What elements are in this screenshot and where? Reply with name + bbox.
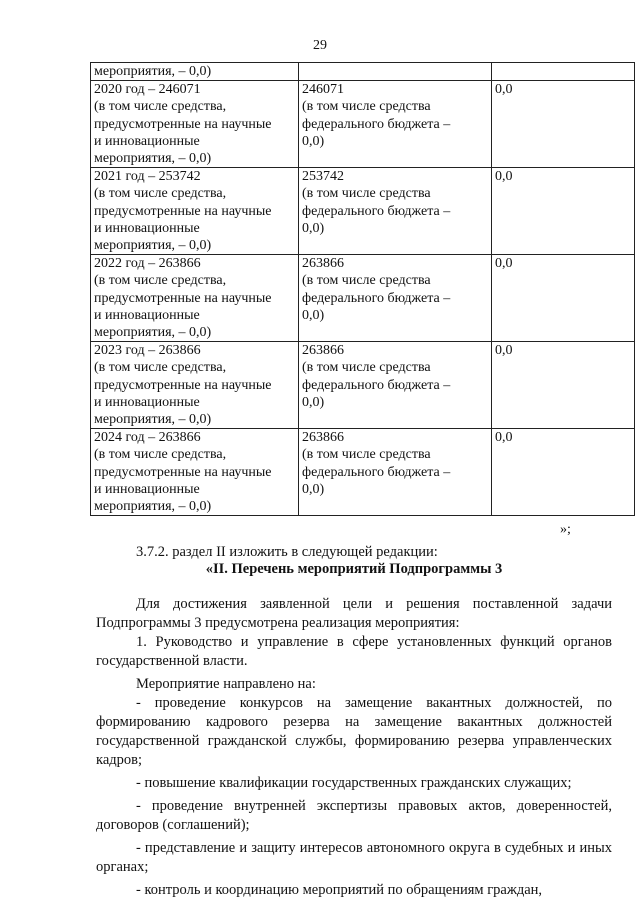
paragraph-measure-1: 1. Руководство и управление в сфере установленных функций органов государственной власти. [96,634,612,669]
cell-line: 0,0) [302,220,325,236]
cell-line: 2021 год – 253742 [94,169,201,185]
table-cell-col2 [299,342,492,429]
table-row [91,63,635,81]
cell-line: федерального бюджета – [302,377,451,393]
cell-line: 263866 [302,256,344,272]
body-text [96,591,612,900]
cell-line: 263866 [302,343,344,359]
paragraph-item-competitions: - проведение конкурсов на замещение вакантных должностей, по формированию кадрового резерва на замещение вакантных должностей государственной гражданской службы, формированию резерва управленческих кадров; [96,695,612,768]
table-cell-col3 [492,168,635,255]
table-cell-col2 [299,63,492,81]
cell-line: мероприятия, – 0,0) [94,325,212,341]
table-cell-col2 [299,429,492,516]
table-cell-col3 [492,81,635,168]
cell-line: и инновационные [94,307,200,323]
table-cell-col3 [492,342,635,429]
budget-table-body [91,63,635,516]
page-number: 29 [313,38,327,53]
table-cell-col2 [299,81,492,168]
cell-line: мероприятия, – 0,0) [94,238,212,254]
table-cell-col1 [91,255,299,342]
cell-line: 0,0 [495,256,513,272]
table-cell-col3 [492,63,635,81]
cell-line: (в том числе средства, [94,447,227,463]
cell-line: и инновационные [94,133,200,149]
cell-line: предусмотренные на научные [94,116,272,132]
cell-line: (в том числе средства [302,360,431,376]
cell-line: 0,0 [495,82,513,98]
paragraph-intro: Для достижения заявленной цели и решения поставленной задачи Подпрограммы 3 предусмотрена реализация мероприятия: [96,596,612,631]
cell-line: федерального бюджета – [302,464,451,480]
table-row [91,429,635,516]
cell-line: мероприятия, – 0,0) [94,151,212,167]
table-row [91,81,635,168]
cell-line: 0,0) [302,133,325,149]
cell-line: (в том числе средства, [94,360,227,376]
table-cell-col3 [492,429,635,516]
cell-line: 2020 год – 246071 [94,82,201,98]
table-cell-col2 [299,168,492,255]
cell-line: 0,0) [302,307,325,323]
cell-line: (в том числе средства, [94,186,227,202]
cell-line: предусмотренные на научные [94,464,272,480]
cell-line: федерального бюджета – [302,290,451,306]
table-row [91,168,635,255]
table-cell-col1 [91,342,299,429]
table-cell-col1 [91,429,299,516]
cell-line: (в том числе средства, [94,99,227,115]
cell-line: 0,0 [495,430,513,446]
table-cell-col1 [91,168,299,255]
cell-line: и инновационные [94,220,200,236]
cell-line: и инновационные [94,481,200,497]
cell-line: 0,0 [495,169,513,185]
cell-line: предусмотренные на научные [94,377,272,393]
table-cell-col1 [91,81,299,168]
cell-line: 0,0 [495,343,513,359]
cell-line: (в том числе средства [302,273,431,289]
section-heading: «II. Перечень мероприятий Подпрограммы 3 [205,561,503,577]
cell-line: 263866 [302,430,344,446]
cell-line: (в том числе средства, [94,273,227,289]
cell-line: (в том числе средства [302,447,431,463]
subsection-line: 3.7.2. раздел II изложить в следующей редакции: [136,544,438,560]
closing-quote: »; [560,522,571,537]
paragraph-item-representation: - представление и защиту интересов автономного округа в судебных и иных органах; [96,840,612,875]
cell-line: 253742 [302,169,344,185]
cell-line: 2024 год – 263866 [94,430,201,446]
cell-line: 2022 год – 263866 [94,256,201,272]
table-cell-col3 [492,255,635,342]
cell-line: 2023 год – 263866 [94,343,201,359]
cell-line: (в том числе средства [302,186,431,202]
table-cell-col1 [91,63,299,81]
cell-line: предусмотренные на научные [94,203,272,219]
paragraph-item-qualification: - повышение квалификации государственных гражданских служащих; [136,775,572,791]
cell-line: 0,0) [302,394,325,410]
cell-line: федерального бюджета – [302,203,451,219]
cell-line: 246071 [302,82,344,98]
paragraph-item-expertise: - проведение внутренней экспертизы правовых актов, доверенностей, договоров (соглашений); [96,798,612,833]
table-row [91,342,635,429]
cell-line: федерального бюджета – [302,116,451,132]
paragraph-item-control: - контроль и координацию мероприятий по обращениям граждан, [136,882,543,898]
cell-line: предусмотренные на научные [94,290,272,306]
cell-line: мероприятия, – 0,0) [94,64,212,79]
cell-line: (в том числе средства [302,99,431,115]
cell-line: 0,0) [302,481,325,497]
table-cell-col2 [299,255,492,342]
budget-table [90,62,635,516]
table-row [91,255,635,342]
cell-line: и инновационные [94,394,200,410]
cell-line: мероприятия, – 0,0) [94,499,212,515]
paragraph-directed-at: Мероприятие направлено на: [136,676,316,692]
cell-line: мероприятия, – 0,0) [94,412,212,428]
